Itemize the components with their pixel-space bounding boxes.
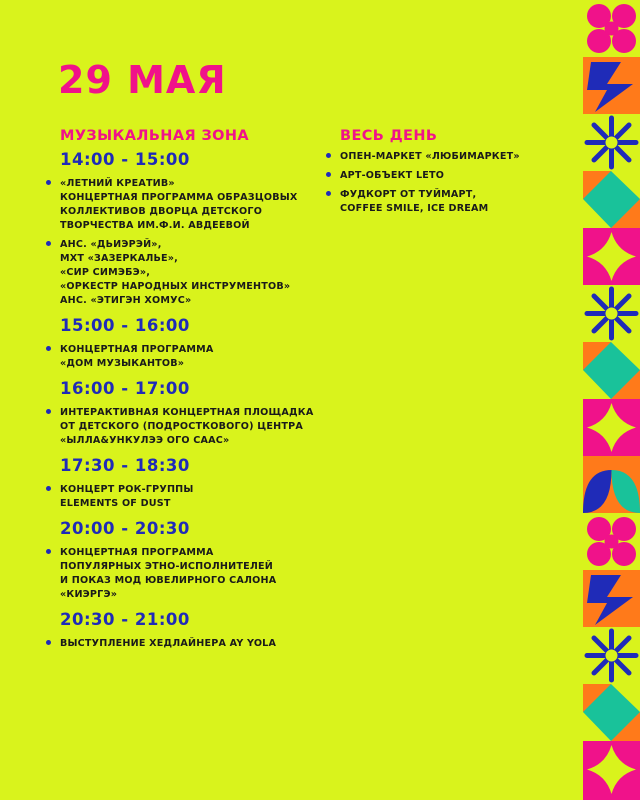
time-range: 17:30 - 18:30 [60, 456, 190, 475]
item-text-line: ИНТЕРАКТИВНАЯ КОНЦЕРТНАЯ ПЛОЩАДКА [60, 407, 314, 418]
bullet-dot-icon [46, 549, 51, 554]
item-text-line: ОТ ДЕТСКОГО (ПОДРОСТКОВОГО) ЦЕНТРА [60, 421, 303, 432]
item-text-line: АРТ-ОБЪЕКТ LETO [340, 170, 445, 181]
all-day-column [325, 128, 555, 221]
item-text-line: «ЛЕТНИЙ КРЕАТИВ» [60, 178, 175, 189]
item-text-line: ELEMENTS OF DUST [60, 498, 171, 509]
schedule-item [45, 343, 310, 371]
bullet-dot-icon [326, 172, 331, 177]
item-text-line: И ПОКАЗ МОД ЮВЕЛИРНОГО САЛОНА [60, 575, 277, 586]
item-text-line: КОНЦЕРТ РОК-ГРУППЫ [60, 484, 194, 495]
decorative-pattern-strip [583, 0, 640, 800]
item-text-line: АНС. «ЭТИГЭН ХОМУС» [60, 295, 192, 306]
all-day-title: ВЕСЬ ДЕНЬ [340, 128, 438, 144]
item-text-line: АНС. «ДЬИЭРЭЙ», [60, 239, 162, 250]
triangles-tile-icon [583, 342, 640, 399]
schedule-item [45, 238, 310, 308]
time-slot [45, 456, 310, 511]
starburst-icon [583, 627, 640, 684]
item-text-line: «ОРКЕСТР НАРОДНЫХ ИНСТРУМЕНТОВ» [60, 281, 291, 292]
item-text-line: ТВОРЧЕСТВА ИМ.Ф.И. АВДЕЕВОЙ [60, 220, 250, 231]
item-text-line: КОНЦЕРТНАЯ ПРОГРАММА [60, 344, 214, 355]
diamond-star-icon [583, 741, 640, 800]
item-text-line: «ДОМ МУЗЫКАНТОВ» [60, 358, 185, 369]
time-range: 14:00 - 15:00 [60, 150, 190, 169]
schedule-item [325, 150, 555, 164]
schedule-item [45, 483, 310, 511]
music-zone-column [45, 128, 314, 659]
bullet-dot-icon [46, 180, 51, 185]
all-day-list [325, 150, 555, 216]
time-slot [45, 610, 310, 651]
bullet-dot-icon [46, 486, 51, 491]
schedule-item [45, 177, 310, 233]
time-range: 16:00 - 17:00 [60, 379, 190, 398]
schedule-item [45, 637, 310, 651]
time-slot [45, 519, 310, 602]
flower-icon [583, 0, 640, 57]
schedule-item [325, 169, 555, 183]
item-text-line: «КИЭРГЭ» [60, 589, 118, 600]
bullet-dot-icon [46, 409, 51, 414]
schedule-item [325, 188, 555, 216]
bullet-dot-icon [46, 346, 51, 351]
music-zone-title: МУЗЫКАЛЬНАЯ ЗОНА [60, 128, 250, 144]
item-text-line: ФУДКОРТ ОТ ТУЙМАРТ, [340, 189, 477, 200]
item-text-line: ПОПУЛЯРНЫХ ЭТНО-ИСПОЛНИТЕЛЕЙ [60, 561, 273, 572]
time-slot [45, 379, 314, 448]
item-text-line: ВЫСТУПЛЕНИЕ ХЕДЛАЙНЕРА AY YOLA [60, 638, 277, 649]
bullet-dot-icon [46, 640, 51, 645]
triangles-tile-icon [583, 684, 640, 741]
flower-icon [583, 513, 640, 570]
music-zone-schedule [45, 150, 314, 651]
schedule-item [45, 546, 310, 602]
diamond-star-icon [583, 228, 640, 285]
starburst-icon [583, 285, 640, 342]
item-text-line: КОНЦЕРТНАЯ ПРОГРАММА [60, 547, 214, 558]
diamond-star-icon [583, 399, 640, 456]
date-heading: 29 МАЯ [58, 58, 227, 102]
item-text-line: МХТ «ЗАЗЕРКАЛЬЕ», [60, 253, 179, 264]
leaf-tile-icon [583, 456, 640, 513]
bullet-dot-icon [326, 153, 331, 158]
bullet-dot-icon [46, 241, 51, 246]
time-slot [45, 316, 310, 371]
lightning-icon [583, 570, 640, 627]
schedule-item [45, 406, 314, 448]
starburst-icon [583, 114, 640, 171]
lightning-icon [583, 57, 640, 114]
time-range: 15:00 - 16:00 [60, 316, 190, 335]
triangles-tile-icon [583, 171, 640, 228]
bullet-dot-icon [326, 191, 331, 196]
time-slot [45, 150, 310, 308]
item-text-line: «СИР СИМЭБЭ», [60, 267, 151, 278]
time-range: 20:30 - 21:00 [60, 610, 190, 629]
item-text-line: КОЛЛЕКТИВОВ ДВОРЦА ДЕТСКОГО [60, 206, 263, 217]
item-text-line: COFFEE SMILE, ICE DREAM [340, 203, 489, 214]
item-text-line: КОНЦЕРТНАЯ ПРОГРАММА ОБРАЗЦОВЫХ [60, 192, 298, 203]
time-range: 20:00 - 20:30 [60, 519, 190, 538]
item-text-line: «ЫЛЛА&УНКУЛЭЭ ОГО СААС» [60, 435, 230, 446]
item-text-line: ОПЕН-МАРКЕТ «ЛЮБИМАРКЕТ» [340, 151, 520, 162]
